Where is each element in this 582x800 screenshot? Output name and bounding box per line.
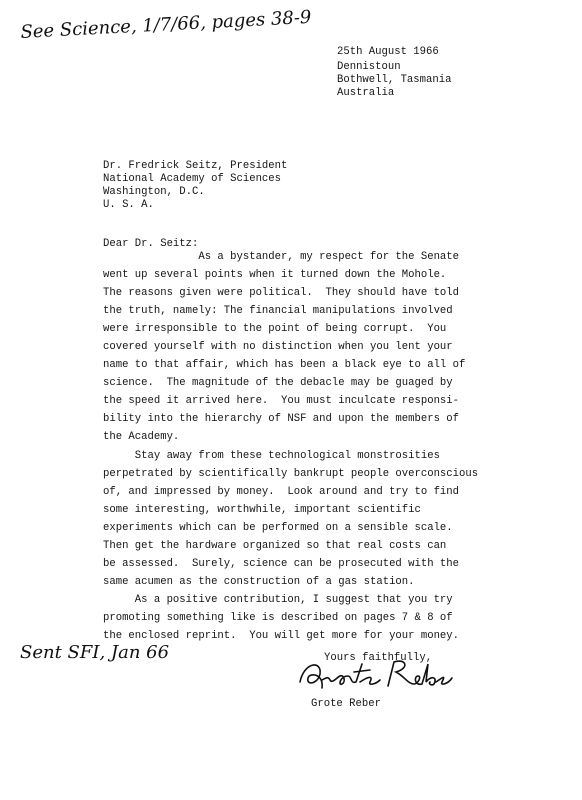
body-line: same acumen as the construction of a gas station. xyxy=(103,576,415,588)
letter-date: 25th August 1966 xyxy=(337,46,439,58)
body-line: Stay away from these technological monstrosities xyxy=(103,450,440,462)
body-line: the truth, namely: The financial manipulations involved xyxy=(103,305,453,317)
body-line: some interesting, worthwhile, important scientific xyxy=(103,504,421,516)
body-line: of, and impressed by money. Look around and try to find xyxy=(103,486,460,498)
body-line: the Academy. xyxy=(103,431,180,443)
closing: Yours faithfully, xyxy=(324,652,433,664)
body-line: Then get the hardware organized so that real costs can xyxy=(103,540,447,552)
body-line: name to that affair, which has been a black eye to all of xyxy=(103,359,466,371)
body-line: science. The magnitude of the debacle may be guaged by xyxy=(103,377,453,389)
body-line: were irresponsible to the point of being corrupt. You xyxy=(103,323,447,335)
body-line: the enclosed reprint. You will get more for your money. xyxy=(103,630,460,642)
recipient-line: National Academy of Sciences xyxy=(103,173,282,185)
body-line: bility into the hierarchy of NSF and upon the members of xyxy=(103,413,460,425)
recipient-line: U. S. A. xyxy=(103,199,154,211)
body-line: As a bystander, my respect for the Senate xyxy=(103,251,460,263)
sender-address-line: Bothwell, Tasmania xyxy=(337,74,452,86)
body-line: As a positive contribution, I suggest that you try xyxy=(103,594,453,606)
recipient-line: Washington, D.C. xyxy=(103,186,205,198)
body-line: experiments which can be performed on a sensible scale. xyxy=(103,522,453,534)
body-line: perpetrated by scientifically bankrupt people overconscious xyxy=(103,468,479,480)
recipient-line: Dr. Fredrick Seitz, President xyxy=(103,160,288,172)
salutation: Dear Dr. Seitz: xyxy=(103,238,199,250)
body-line: promoting something like is described on pages 7 & 8 of xyxy=(103,612,453,624)
body-line: be assessed. Surely, science can be prosecuted with the xyxy=(103,558,460,570)
body-line: went up several points when it turned down the Mohole. xyxy=(103,269,447,281)
typed-signature-name: Grote Reber xyxy=(311,698,381,710)
handwritten-note-bottom: Sent SFI, Jan 66 xyxy=(20,642,170,663)
sender-address-line: Dennistoun xyxy=(337,61,401,73)
signature xyxy=(296,654,456,696)
body-line: The reasons given were political. They should have told xyxy=(103,287,460,299)
sender-address-line: Australia xyxy=(337,87,395,99)
body-line: covered yourself with no distinction when you lent your xyxy=(103,341,453,353)
handwritten-note-top: See Science, 1/7/66, pages 38-9 xyxy=(20,6,312,43)
body-line: the speed it arrived here. You must inculcate responsi- xyxy=(103,395,460,407)
